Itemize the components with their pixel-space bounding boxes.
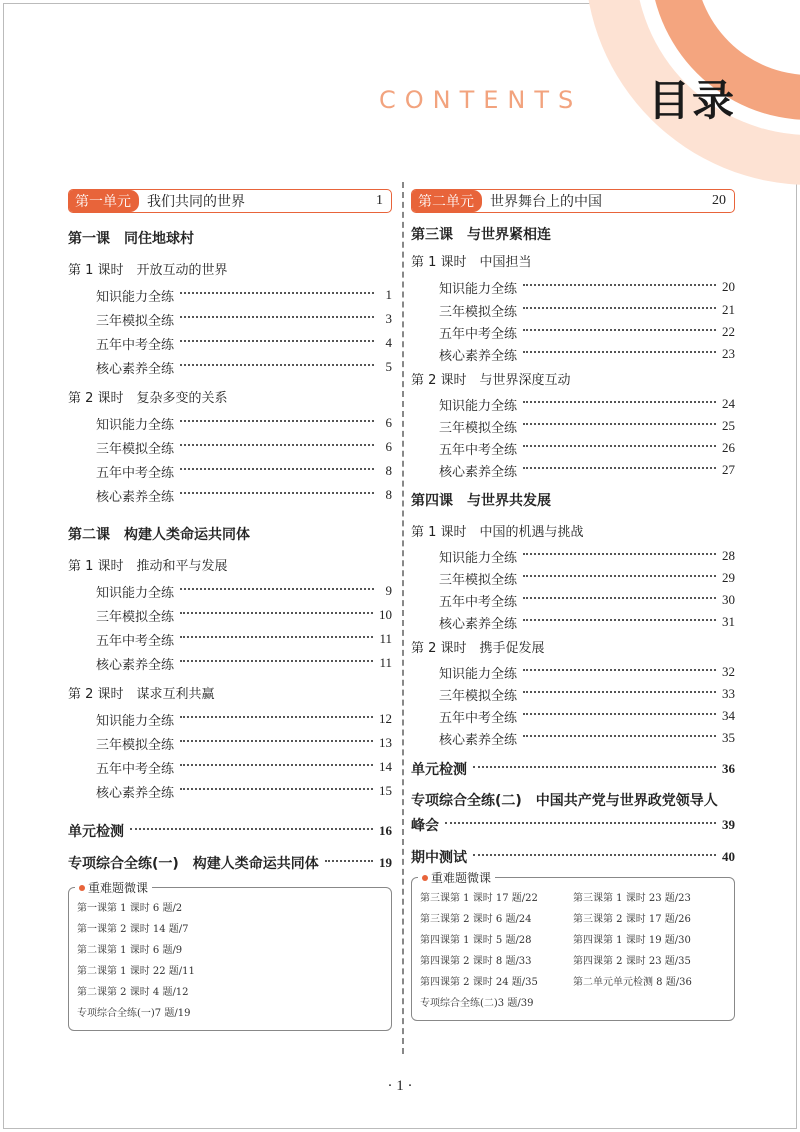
entry-page: 29 — [722, 570, 735, 585]
entry-title: 五年中考全练 — [96, 465, 175, 481]
leader-dots — [180, 468, 374, 470]
entry-page: 4 — [385, 335, 392, 350]
leader-dots — [523, 597, 716, 599]
leader-dots — [180, 660, 373, 662]
period-title: 第 2 课时 携手促发展 — [411, 641, 545, 656]
entry-page: 11 — [379, 655, 392, 670]
unit-page-number: 20 — [712, 193, 726, 208]
entry-page: 9 — [385, 583, 392, 598]
toc-entry[interactable] — [68, 731, 392, 755]
entry-title: 期中测试 — [411, 850, 467, 866]
entry-title: 核心素养全练 — [439, 464, 518, 480]
entry-page: 27 — [722, 462, 735, 477]
period-title: 第 2 课时 复杂多变的关系 — [68, 391, 228, 406]
leader-dots — [180, 444, 374, 446]
leader-dots — [523, 351, 716, 353]
page-number: · 1 · — [387, 1078, 413, 1094]
toc-entry[interactable] — [411, 683, 735, 705]
entry-title: 五年中考全练 — [96, 761, 175, 777]
toc-entry[interactable] — [411, 437, 735, 459]
unit-label: 第二单元 — [412, 190, 482, 212]
column-divider — [402, 182, 404, 1054]
leader-dots — [523, 553, 716, 555]
entry-page: 22 — [722, 324, 735, 339]
box-title-text: 重难题微课 — [88, 881, 149, 895]
entry-title: 三年模拟全练 — [96, 737, 175, 753]
entry-page: 8 — [385, 463, 392, 478]
bullet-icon — [79, 885, 85, 891]
leader-dots — [523, 284, 716, 286]
entry-title: 五年中考全练 — [439, 326, 518, 342]
leader-dots — [180, 588, 374, 590]
toc-entry[interactable] — [68, 651, 392, 675]
unit-test-entry[interactable] — [68, 819, 392, 843]
unit-test-entry[interactable] — [411, 757, 735, 781]
period-title: 第 1 课时 中国担当 — [411, 255, 532, 270]
box-item[interactable]: 第四课第 1 课时 19 题/30 — [573, 935, 691, 946]
entry-title: 三年模拟全练 — [439, 420, 518, 436]
toc-entry[interactable] — [411, 275, 735, 299]
entry-title: 五年中考全练 — [439, 710, 518, 726]
entry-title: 三年模拟全练 — [96, 609, 175, 625]
toc-entry[interactable] — [411, 415, 735, 437]
box-item[interactable]: 第四课第 2 课时 23 题/35 — [573, 956, 691, 967]
box-title — [418, 869, 495, 886]
entry-page: 10 — [379, 607, 392, 622]
entry-page: 30 — [722, 592, 735, 607]
box-item[interactable]: 专项综合全练(一)7 题/19 — [77, 1008, 191, 1019]
box-item[interactable]: 第二单元单元检测 8 题/36 — [573, 977, 692, 988]
entry-title: 知识能力全练 — [96, 713, 175, 729]
key-problems-box — [68, 881, 392, 1031]
box-item[interactable]: 第二课第 1 课时 6 题/9 — [77, 945, 183, 956]
leader-dots — [523, 401, 716, 403]
entry-page: 15 — [379, 783, 392, 798]
leader-dots — [180, 420, 374, 422]
entry-title: 五年中考全练 — [439, 594, 518, 610]
entry-page: 31 — [722, 614, 735, 629]
toc-entry[interactable] — [68, 307, 392, 331]
toc-entry[interactable] — [68, 459, 392, 483]
box-item[interactable]: 第三课第 2 课时 6 题/24 — [420, 914, 532, 925]
entry-title: 单元检测 — [68, 824, 124, 840]
entry-title: 知识能力全练 — [96, 585, 175, 601]
entry-page: 3 — [385, 311, 392, 326]
toc-entry[interactable] — [68, 283, 392, 307]
unit-title: 我们共同的世界 — [147, 194, 245, 210]
lesson-title: 第三课 与世界紧相连 — [411, 227, 551, 243]
entry-title: 三年模拟全练 — [439, 304, 518, 320]
leader-dots — [523, 619, 716, 621]
unit-label: 第一单元 — [69, 190, 139, 212]
entry-page: 23 — [722, 346, 735, 361]
period-title: 第 1 课时 中国的机遇与挑战 — [411, 525, 584, 540]
leader-dots — [523, 669, 716, 671]
entry-page: 39 — [722, 817, 735, 832]
entry-page: 33 — [722, 686, 735, 701]
lesson-title: 第四课 与世界共发展 — [411, 493, 551, 509]
entry-title: 五年中考全练 — [96, 633, 175, 649]
leader-dots — [523, 467, 716, 469]
leader-dots — [180, 316, 374, 318]
key-problems-box — [411, 871, 735, 1021]
leader-dots — [180, 340, 374, 342]
period-title: 第 2 课时 与世界深度互动 — [411, 373, 571, 388]
entry-page: 34 — [722, 708, 735, 723]
toc-entry[interactable] — [411, 661, 735, 683]
lesson-title: 第一课 同住地球村 — [68, 231, 194, 247]
unit-header[interactable] — [68, 189, 392, 213]
leader-dots — [180, 788, 373, 790]
box-item[interactable]: 第二课第 2 课时 4 题/12 — [77, 987, 189, 998]
special-practice-entry[interactable] — [68, 851, 392, 875]
unit-header[interactable] — [411, 189, 735, 213]
entry-page: 28 — [722, 548, 735, 563]
entry-title: 五年中考全练 — [96, 337, 175, 353]
toc-entry[interactable] — [68, 579, 392, 603]
entry-page: 13 — [379, 735, 392, 750]
entry-title: 三年模拟全练 — [96, 313, 175, 329]
toc-entry[interactable] — [68, 411, 392, 435]
entry-title: 三年模拟全练 — [439, 572, 518, 588]
entry-page: 5 — [385, 359, 392, 374]
period-title: 第 1 课时 开放互动的世界 — [68, 263, 228, 278]
toc-column-right — [411, 189, 735, 1021]
leader-dots — [180, 364, 374, 366]
unit-title: 世界舞台上的中国 — [490, 194, 602, 210]
toc-entry[interactable] — [68, 755, 392, 779]
entry-title: 单元检测 — [411, 762, 467, 778]
box-item[interactable]: 第一课第 2 课时 14 题/7 — [77, 924, 189, 935]
unit-page-number: 1 — [376, 193, 383, 208]
leader-dots — [473, 854, 716, 856]
entry-page: 20 — [722, 279, 735, 294]
entry-page: 12 — [379, 711, 392, 726]
toc-entry[interactable] — [411, 727, 735, 749]
entry-page: 14 — [379, 759, 392, 774]
leader-dots — [523, 307, 716, 309]
bullet-icon — [422, 875, 428, 881]
leader-dots — [523, 713, 716, 715]
toc-entry[interactable] — [411, 459, 735, 481]
leader-dots — [523, 329, 716, 331]
special-practice-title[interactable]: 专项综合全练(二) 中国共产党与世界政党领导人 — [411, 793, 718, 809]
special-practice-entry[interactable] — [411, 813, 735, 837]
toc-entry[interactable] — [411, 299, 735, 321]
entry-title: 核心素养全练 — [96, 489, 175, 505]
toc-entry[interactable] — [68, 707, 392, 731]
entry-page: 21 — [722, 302, 735, 317]
entry-page: 36 — [722, 761, 735, 776]
box-item[interactable]: 第三课第 1 课时 23 题/23 — [573, 893, 691, 904]
leader-dots — [180, 292, 374, 294]
box-item[interactable]: 专项综合全练(二)3 题/39 — [420, 998, 534, 1009]
leader-dots — [180, 492, 374, 494]
entry-title: 五年中考全练 — [439, 442, 518, 458]
entry-page: 35 — [722, 730, 735, 745]
entry-title: 核心素养全练 — [439, 732, 518, 748]
leader-dots — [325, 860, 373, 862]
toc-entry[interactable] — [68, 483, 392, 507]
toc-entry[interactable] — [411, 611, 735, 633]
toc-entry[interactable] — [68, 435, 392, 459]
toc-entry[interactable] — [68, 331, 392, 355]
contents-label: CONTENTS — [379, 86, 583, 114]
entry-page: 19 — [379, 855, 392, 870]
entry-title: 专项综合全练(一) 构建人类命运共同体 — [68, 856, 319, 872]
box-item[interactable]: 第四课第 1 课时 5 题/28 — [420, 935, 532, 946]
entry-title: 峰会 — [411, 818, 439, 834]
page-title: 目录 — [648, 76, 737, 125]
entry-page: 25 — [722, 418, 735, 433]
period-title: 第 2 课时 谋求互利共赢 — [68, 687, 215, 702]
entry-title: 知识能力全练 — [439, 550, 518, 566]
entry-page: 16 — [379, 823, 392, 838]
midterm-entry[interactable] — [411, 845, 735, 869]
entry-title: 知识能力全练 — [439, 281, 518, 297]
entry-page: 8 — [385, 487, 392, 502]
entry-title: 核心素养全练 — [96, 657, 175, 673]
toc-entry[interactable] — [68, 779, 392, 803]
leader-dots — [523, 445, 716, 447]
leader-dots — [523, 423, 716, 425]
box-grid — [420, 888, 726, 1014]
entry-page: 1 — [385, 287, 392, 302]
box-item[interactable]: 第一课第 1 课时 6 题/2 — [77, 903, 183, 914]
entry-title: 三年模拟全练 — [439, 688, 518, 704]
toc-entry[interactable] — [68, 355, 392, 379]
box-item[interactable]: 第二课第 1 课时 22 题/11 — [77, 966, 195, 977]
entry-title: 核心素养全练 — [439, 616, 518, 632]
period-title: 第 1 课时 推动和平与发展 — [68, 559, 228, 574]
entry-page: 6 — [385, 439, 392, 454]
leader-dots — [180, 740, 373, 742]
entry-title: 核心素养全练 — [96, 785, 175, 801]
entry-page: 40 — [722, 849, 735, 864]
leader-dots — [130, 828, 373, 830]
toc-entry[interactable] — [411, 343, 735, 365]
toc-column-left — [68, 189, 392, 1031]
box-item[interactable]: 第四课第 2 课时 24 题/35 — [420, 977, 538, 988]
toc-entry[interactable] — [411, 705, 735, 727]
toc-entry[interactable] — [411, 321, 735, 343]
entry-title: 核心素养全练 — [439, 348, 518, 364]
entry-title: 知识能力全练 — [96, 289, 175, 305]
entry-title: 知识能力全练 — [439, 666, 518, 682]
entry-page: 24 — [722, 396, 735, 411]
leader-dots — [523, 575, 716, 577]
box-item[interactable]: 第三课第 2 课时 17 题/26 — [573, 914, 691, 925]
leader-dots — [180, 612, 373, 614]
toc-entry[interactable] — [68, 627, 392, 651]
entry-page: 32 — [722, 664, 735, 679]
toc-entry[interactable] — [411, 589, 735, 611]
toc-entry[interactable] — [68, 603, 392, 627]
toc-entry[interactable] — [411, 545, 735, 567]
entry-title: 知识能力全练 — [96, 417, 175, 433]
leader-dots — [473, 766, 716, 768]
box-item[interactable]: 第四课第 2 课时 8 题/33 — [420, 956, 532, 967]
entry-page: 11 — [379, 631, 392, 646]
toc-entry[interactable] — [411, 567, 735, 589]
box-title-text: 重难题微课 — [431, 871, 492, 885]
entry-title: 核心素养全练 — [96, 361, 175, 377]
leader-dots — [180, 636, 373, 638]
box-title — [75, 879, 152, 896]
box-item[interactable]: 第三课第 1 课时 17 题/22 — [420, 893, 538, 904]
leader-dots — [180, 716, 373, 718]
entry-page: 6 — [385, 415, 392, 430]
lesson-title: 第二课 构建人类命运共同体 — [68, 527, 250, 543]
entry-title: 三年模拟全练 — [96, 441, 175, 457]
entry-title: 知识能力全练 — [439, 398, 518, 414]
entry-page: 26 — [722, 440, 735, 455]
leader-dots — [523, 691, 716, 693]
toc-entry[interactable] — [411, 393, 735, 415]
leader-dots — [445, 822, 716, 824]
leader-dots — [180, 764, 373, 766]
leader-dots — [523, 735, 716, 737]
